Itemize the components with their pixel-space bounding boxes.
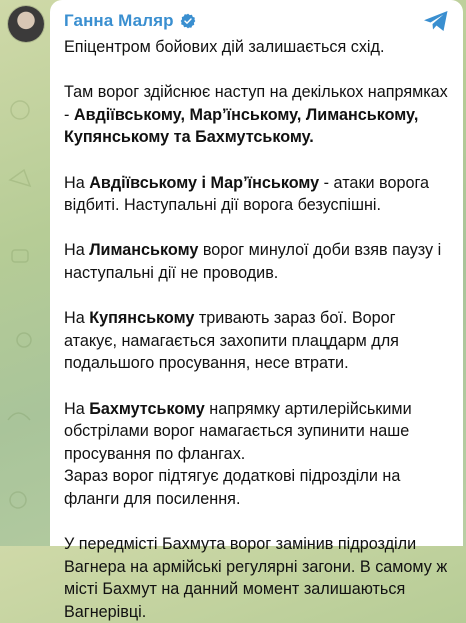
text-segment: Епіцентром бойових дій залишається схід. — [64, 38, 385, 56]
verified-badge-icon — [180, 13, 196, 29]
bold-text: Лиманському — [89, 241, 199, 260]
text-segment: На — [64, 173, 90, 192]
text-segment: Там ворог здійснює наступ на декількох напрямках - — [64, 83, 448, 124]
message-header — [64, 8, 449, 34]
text-segment: Зараз ворог підтягує додаткові підрозділи на фланги для посилення. — [64, 467, 401, 508]
text-segment: На — [64, 241, 90, 260]
text-segment: На — [64, 399, 90, 418]
message-paragraph — [64, 533, 452, 623]
bold-text: Бахмутському — [89, 399, 205, 418]
message-paragraph — [64, 239, 452, 284]
message-paragraph — [64, 172, 452, 217]
message-paragraph — [64, 36, 452, 59]
message-paragraph — [64, 307, 452, 375]
text-segment: У передмісті Бахмута ворог замінив підрозділи Вагнера на армійські регулярні загони. В самому ж місті Бахмут на данний момент залишаються Вагнерівці. — [64, 535, 448, 621]
bold-text: Авдіївському, Мар’їнському, Лиманському, Купянському та Бахмутському. — [64, 105, 419, 147]
avatar[interactable] — [8, 6, 44, 42]
text-segment: На — [64, 309, 90, 328]
message-paragraph — [64, 398, 452, 511]
message-bubble — [50, 0, 463, 621]
message-paragraph — [64, 81, 452, 149]
text-segment: - атаки ворога відбиті. Наступальні дії ворога безуспішні. — [64, 173, 430, 215]
bold-text: Авдіївському і Мар’їнському — [89, 173, 320, 192]
message-text — [64, 36, 452, 623]
author-name[interactable]: Ганна Маляр — [64, 11, 174, 30]
text-segment: ворог минулої доби взяв паузу і наступальні дії не проводив. — [64, 241, 442, 282]
text-segment: тривають зараз бої. Ворог атакує, намагається захопити плацдарм для подальшого просування, несе втрати. — [64, 309, 399, 373]
text-segment: напрямку артилерійськими обстрілами ворог намагається зупинити наше просування по флангах. — [64, 399, 412, 463]
telegram-icon[interactable] — [423, 10, 449, 32]
bold-text: Купянському — [89, 309, 195, 328]
